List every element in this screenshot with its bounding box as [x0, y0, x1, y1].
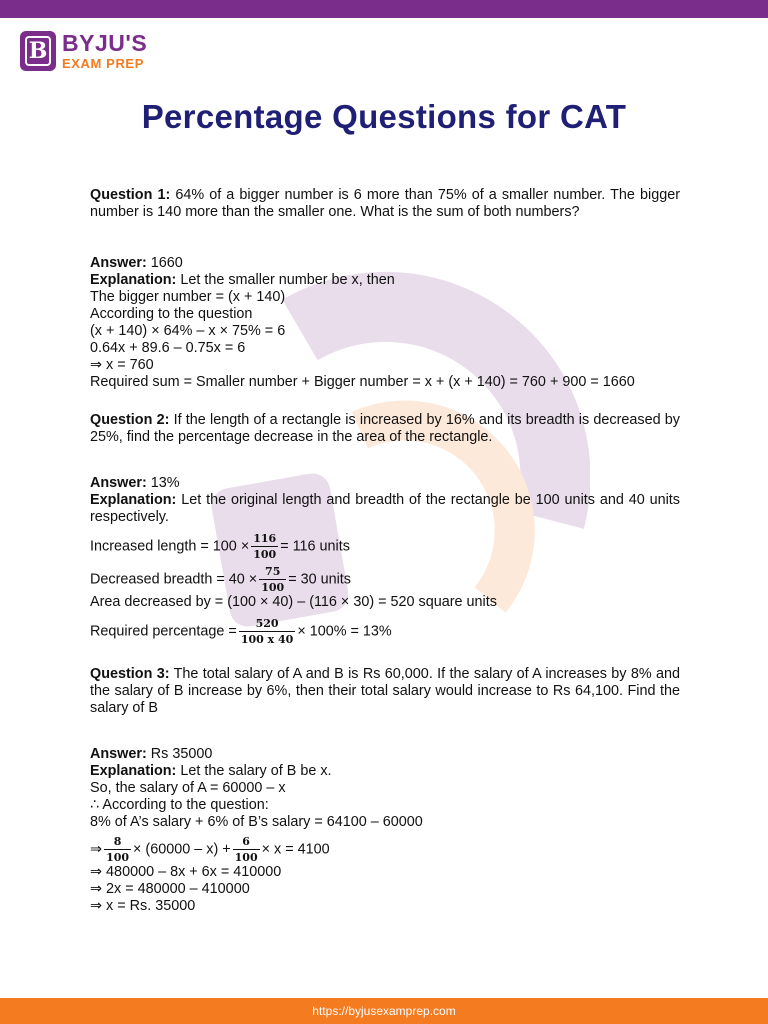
question-3-text: The total salary of A and B is Rs 60,000. If the salary of A increases by 8% and the salary of B increase by 6%, then their total salary would increase to Rs 64,100. Find the salary of B [90, 666, 680, 716]
fraction-denominator: 100 [106, 851, 130, 864]
explanation-1 [90, 272, 680, 289]
salary-equation-line [90, 835, 680, 864]
decreased-breadth-line [90, 565, 680, 594]
explanation-3 [90, 763, 680, 780]
line-text: ⇒ [90, 841, 103, 858]
fraction-denominator: 100 [253, 548, 277, 561]
answer-2-value: 13% [150, 475, 180, 491]
question-1 [90, 187, 680, 221]
explanation-3-line: ⇒ 2x = 480000 – 410000 [90, 881, 250, 897]
explanation-2-label: Explanation: [90, 492, 177, 508]
answer-1-value: 1660 [150, 255, 183, 271]
question-1-text: 64% of a bigger number is 6 more than 75% of a smaller number. The bigger number is 140 more than the smaller one. What is the sum of both numbers? [90, 187, 681, 220]
explanation-2 [90, 492, 680, 526]
explanation-1-line: According to the question [90, 306, 253, 322]
question-2-label: Question 2: [90, 412, 170, 428]
fraction [251, 532, 278, 561]
answer-3-label: Answer: [90, 746, 147, 762]
question-2-text: If the length of a rectangle is increased by 16% and its breadth is decreased by 25%, find the percentage decrease in the area of the rectangle. [90, 412, 681, 445]
footer-url-link[interactable]: https://byjusexamprep.com [312, 1004, 456, 1018]
area-decreased-line: Area decreased by = (100 × 40) – (116 × 30) = 520 square units [90, 594, 497, 610]
fraction-numerator: 116 [253, 532, 277, 545]
answer-1-label: Answer: [90, 255, 147, 271]
answer-3 [90, 746, 680, 763]
explanation-3-line: ⇒ 480000 – 8x + 6x = 410000 [90, 864, 282, 880]
fraction [233, 835, 260, 864]
logo-mark-icon [20, 31, 56, 71]
explanation-3-label: Explanation: [90, 763, 177, 779]
fraction-numerator: 520 [239, 617, 296, 632]
explanation-3-text: Let the salary of B be x. [180, 763, 332, 779]
explanation-3-line: 8% of A’s salary + 6% of B’s salary = 64100 – 60000 [90, 814, 423, 830]
explanation-3-line: So, the salary of A = 60000 – x [90, 780, 286, 796]
explanation-1-label: Explanation: [90, 272, 177, 288]
line-text: Decreased breadth = 40 × [90, 571, 258, 588]
explanation-1-line: (x + 140) × 64% – x × 75% = 6 [90, 323, 286, 339]
fraction-denominator: 100 x 40 [240, 633, 294, 646]
line-text: = 116 units [280, 538, 350, 555]
logo-subbrand: EXAM PREP [62, 56, 144, 71]
fraction [239, 617, 296, 646]
answer-2 [90, 475, 680, 492]
question-3-label: Question 3: [90, 666, 170, 682]
explanation-1-line: Required sum = Smaller number + Bigger number = x + (x + 140) = 760 + 900 = 1660 [90, 374, 635, 390]
explanation-2-text: Let the original length and breadth of the rectangle be 100 units and 40 units respectively. [90, 492, 681, 525]
line-text: × (60000 – x) + [133, 841, 231, 858]
answer-1 [90, 255, 680, 272]
fraction-numerator: 75 [259, 565, 286, 580]
explanation-1-line: 0.64x + 89.6 – 0.75x = 6 [90, 340, 246, 356]
explanation-1-line: ⇒ x = 760 [90, 357, 154, 373]
line-text: Increased length = 100 × [90, 538, 250, 555]
logo-text [62, 32, 147, 70]
answer-2-label: Answer: [90, 475, 147, 491]
answer-3-value: Rs 35000 [150, 746, 213, 762]
explanation-1-text: Let the smaller number be x, then [180, 272, 395, 288]
line-text: = 30 units [288, 571, 351, 588]
fraction-denominator: 100 [261, 581, 285, 594]
footer-bar [0, 998, 768, 1024]
question-3 [90, 666, 680, 717]
required-percentage-line [90, 617, 680, 646]
byjus-logo[interactable] [20, 30, 147, 72]
line-text: Required percentage = [90, 623, 237, 640]
logo-brand: BYJU'S [62, 30, 148, 56]
logo-letter: B [25, 36, 51, 66]
fraction-numerator: 6 [233, 835, 260, 850]
top-banner-bar [0, 0, 768, 18]
fraction-numerator: 8 [104, 835, 131, 850]
fraction [104, 835, 131, 864]
line-text: × x = 4100 [261, 841, 330, 858]
fraction-denominator: 100 [234, 851, 258, 864]
question-content [90, 187, 680, 915]
increased-length-line [90, 532, 680, 561]
page-title: Percentage Questions for CAT [141, 98, 627, 135]
question-1-label: Question 1: [90, 187, 171, 203]
question-2 [90, 412, 680, 446]
line-text: × 100% = 13% [297, 623, 392, 640]
explanation-3-line: ∴ According to the question: [90, 797, 269, 813]
fraction [259, 565, 286, 594]
explanation-3-line: ⇒ x = Rs. 35000 [90, 898, 196, 914]
explanation-1-line: The bigger number = (x + 140) [90, 289, 286, 305]
